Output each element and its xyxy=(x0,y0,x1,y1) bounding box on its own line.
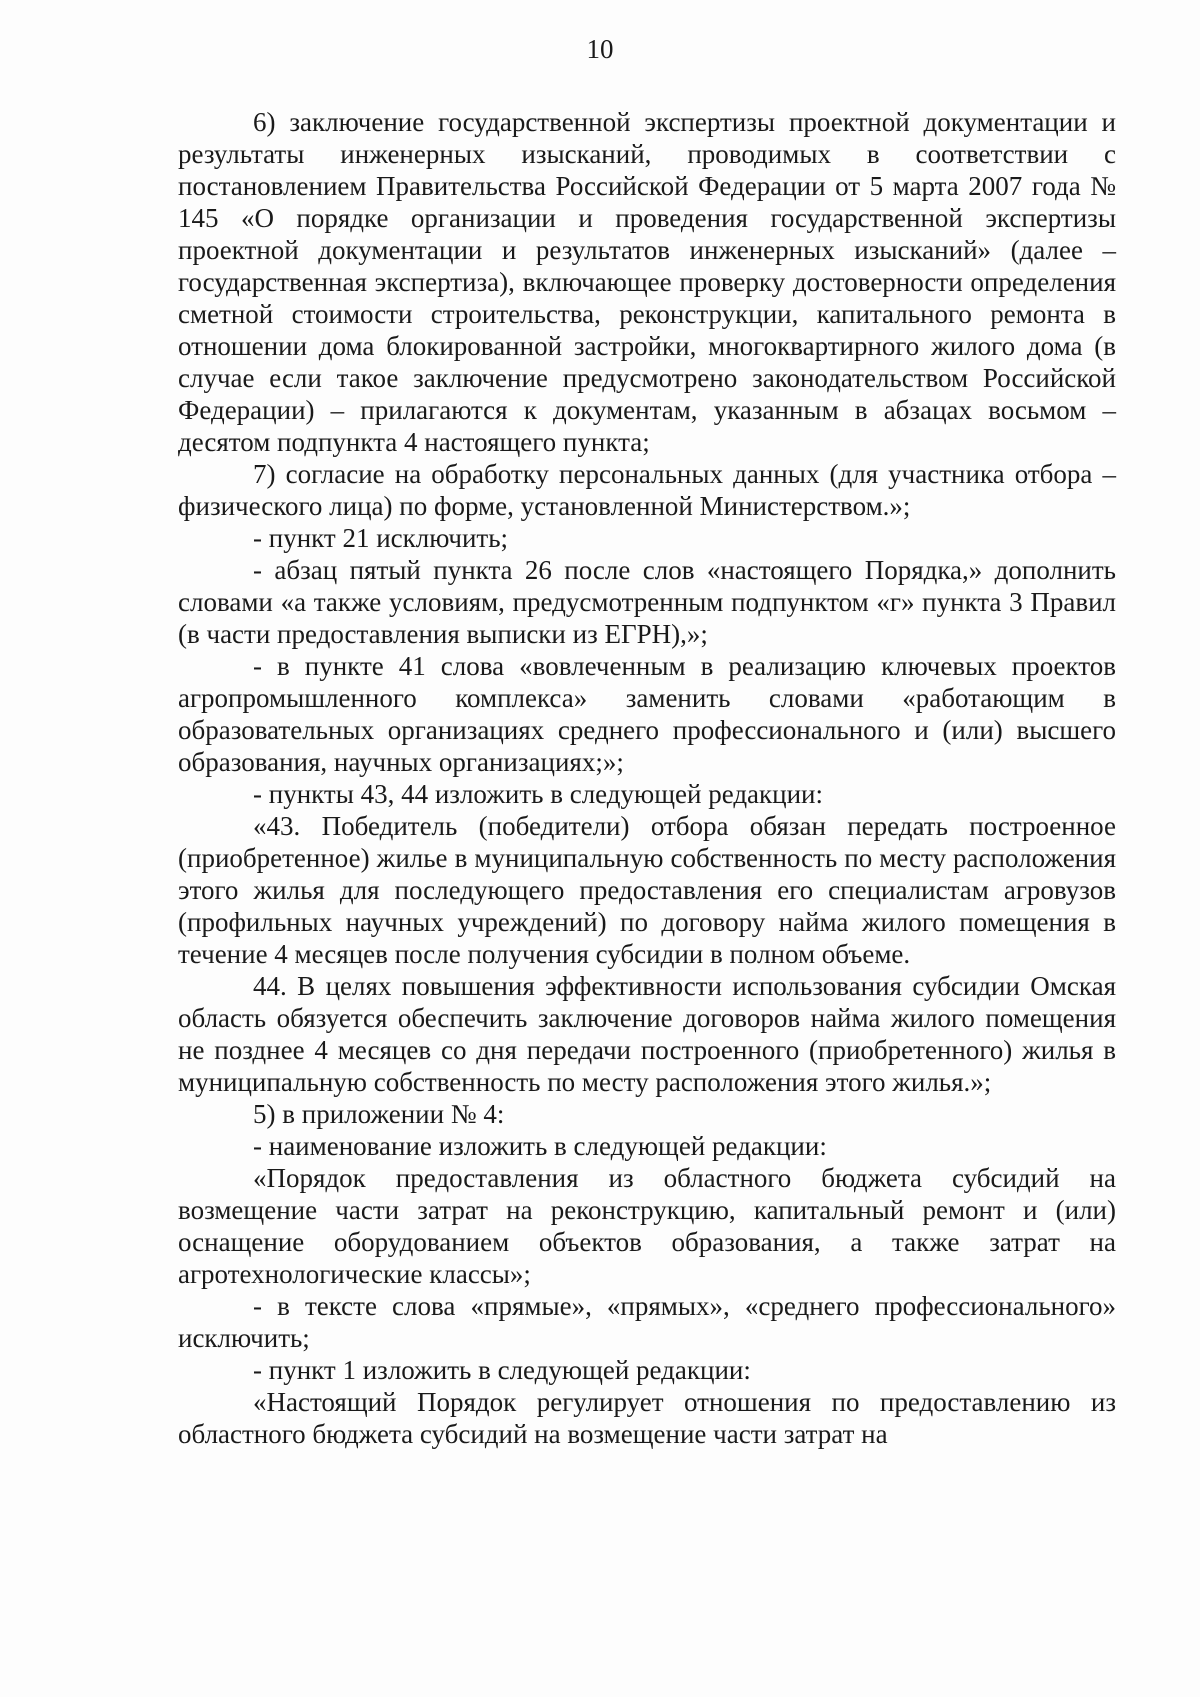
paragraph-expertise: 6) заключение государственной экспертизы проектной документации и результаты инженерных изысканий, проводимых в соответствии с постановлением Правительства Российской Федерации от 5 марта 2007 года № 145 «О порядке организации и проведения государственной экспертизы проектной документации и результатов инженерных изысканий» (далее – государственная экспертиза), включающее проверку достоверности определения сметной стоимости строительства, реконструкции, капитального ремонта в отношении дома блокированной застройки, многоквартирного жилого дома (в случае если такое заключение предусмотрено законодательством Российской Федерации) – прилагаются к документам, указанным в абзацах восьмом – десятом подпункта 4 настоящего пункта; xyxy=(178,107,1116,457)
paragraph-title-edit: - наименование изложить в следующей редакции: xyxy=(253,1131,827,1161)
paragraph-clause-43: «43. Победитель (победители) отбора обязан передать построенное (приобретенное) жилье в муниципальную собственность по месту расположения этого жилья для последующего предоставления его специалистам агровузов (профильных научных учреждений) по договору найма жилого помещения в течение 4 месяцев после получения субсидии в полном объеме. xyxy=(178,811,1116,969)
paragraph-appendix-4: 5) в приложении № 4: xyxy=(253,1099,505,1129)
paragraph-order-title: «Порядок предоставления из областного бюджета субсидий на возмещение части затрат на реконструкцию, капитальный ремонт и (или) оснащение оборудованием объектов образования, а также затрат на агротехнологические классы»; xyxy=(178,1163,1116,1289)
paragraph-consent: 7) согласие на обработку персональных данных (для участника отбора – физического лица) по форме, установленной Министерством.»; xyxy=(178,459,1116,521)
paragraph-order-regulates: «Настоящий Порядок регулирует отношения по предоставлению из областного бюджета субсидий на возмещение части затрат на xyxy=(178,1387,1116,1449)
paragraph-clause-44: 44. В целях повышения эффективности использования субсидии Омская область обязуется обеспечить заключение договоров найма жилого помещения не позднее 4 месяцев со дня передачи построенного (приобретенного) жилья в муниципальную собственность по месту расположения этого жилья.»; xyxy=(178,971,1116,1097)
paragraph-item-21: - пункт 21 исключить; xyxy=(253,523,509,553)
paragraph-item-1: - пункт 1 изложить в следующей редакции: xyxy=(253,1355,751,1385)
page-number: 10 xyxy=(586,34,614,64)
paragraph-item-26: - абзац пятый пункта 26 после слов «настоящего Порядка,» дополнить словами «а также условиям, предусмотренным подпунктом «г» пункта 3 Правил (в части предоставления выписки из ЕГРН),»; xyxy=(178,555,1116,649)
paragraph-text-words: - в тексте слова «прямые», «прямых», «среднего профессионального» исключить; xyxy=(178,1291,1116,1353)
paragraph-item-41: - в пункте 41 слова «вовлеченным в реализацию ключевых проектов агропромышленного комплекса» заменить словами «работающим в образовательных организациях среднего профессионального и (или) высшего образования, научных организациях;»; xyxy=(178,651,1116,777)
paragraph-items-43-44: - пункты 43, 44 изложить в следующей редакции: xyxy=(253,779,824,809)
document-body xyxy=(178,106,1116,1450)
